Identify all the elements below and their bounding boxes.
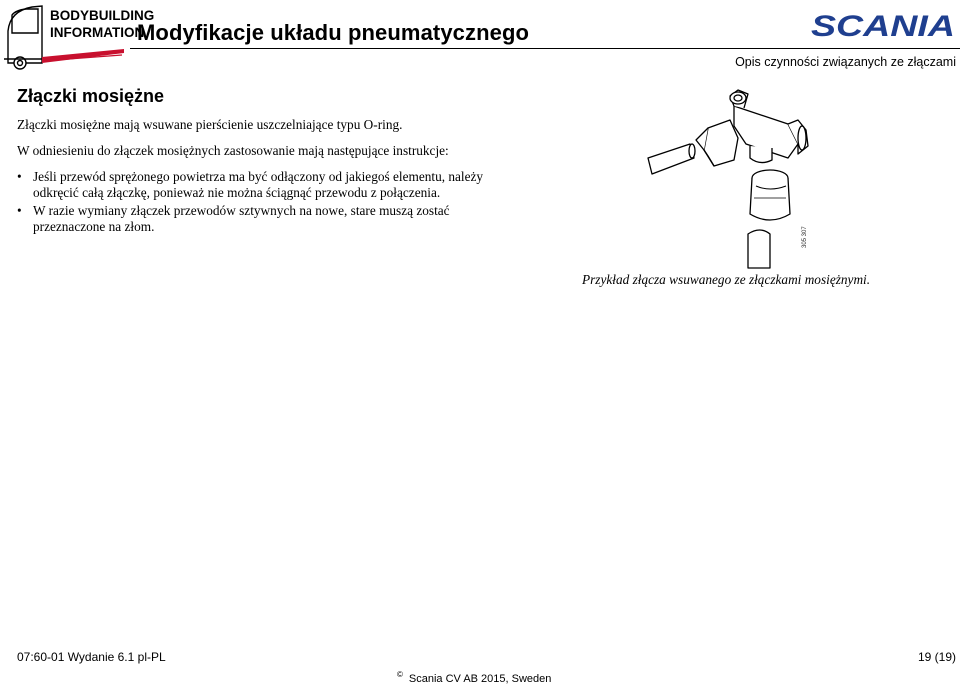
section-title: Złączki mosiężne [17, 86, 165, 106]
figure-caption: Przykład złącza wsuwanego ze złączkami mosiężnymi. [582, 272, 871, 287]
bullet-icon: • [17, 169, 22, 184]
copyright-notice [397, 670, 552, 685]
page-subtitle: Opis czynności związanych ze złączami [735, 55, 956, 69]
instruction-list [17, 169, 487, 237]
list-item-text: W razie wymiany złączek przewodów sztywnych na nowe, stare muszą zostać przeznaczone na złom. [33, 203, 450, 234]
copyright-text: Scania CV AB 2015, Sweden [408, 673, 552, 685]
intro-paragraph: Złączki mosiężne mają wsuwane pierścienie uszczelniające typu O-ring. [17, 117, 403, 132]
header-divider [130, 48, 960, 49]
logo-text-line2: INFORMATION [50, 25, 145, 40]
list-item [17, 203, 487, 235]
logo-text-line1: BODYBUILDING [50, 8, 155, 23]
list-item [17, 169, 487, 201]
page-number: 19 (19) [917, 650, 956, 664]
copyright-icon: © [397, 670, 403, 679]
figure-code: 305 307 [802, 226, 808, 248]
bodybuilding-information-logo [2, 1, 155, 71]
bullet-icon: • [17, 203, 22, 218]
scania-logo [809, 6, 957, 46]
instructions-paragraph: W odniesieniu do złączek mosiężnych zastosowanie mają następujące instrukcje: [17, 143, 449, 158]
list-item-text: Jeśli przewód sprężonego powietrza ma być odłączony od jakiegoś elementu, należy odkręcić całą złączkę, ponieważ nie można ściągnąć przewodu z połączenia. [33, 169, 484, 200]
brass-fitting-illustration [638, 86, 818, 271]
brand-name: SCANIA [811, 10, 955, 43]
document-title: Modyfikacje układu pneumatycznego [137, 20, 530, 45]
document-id: 07:60-01 Wydanie 6.1 pl-PL [17, 650, 166, 664]
